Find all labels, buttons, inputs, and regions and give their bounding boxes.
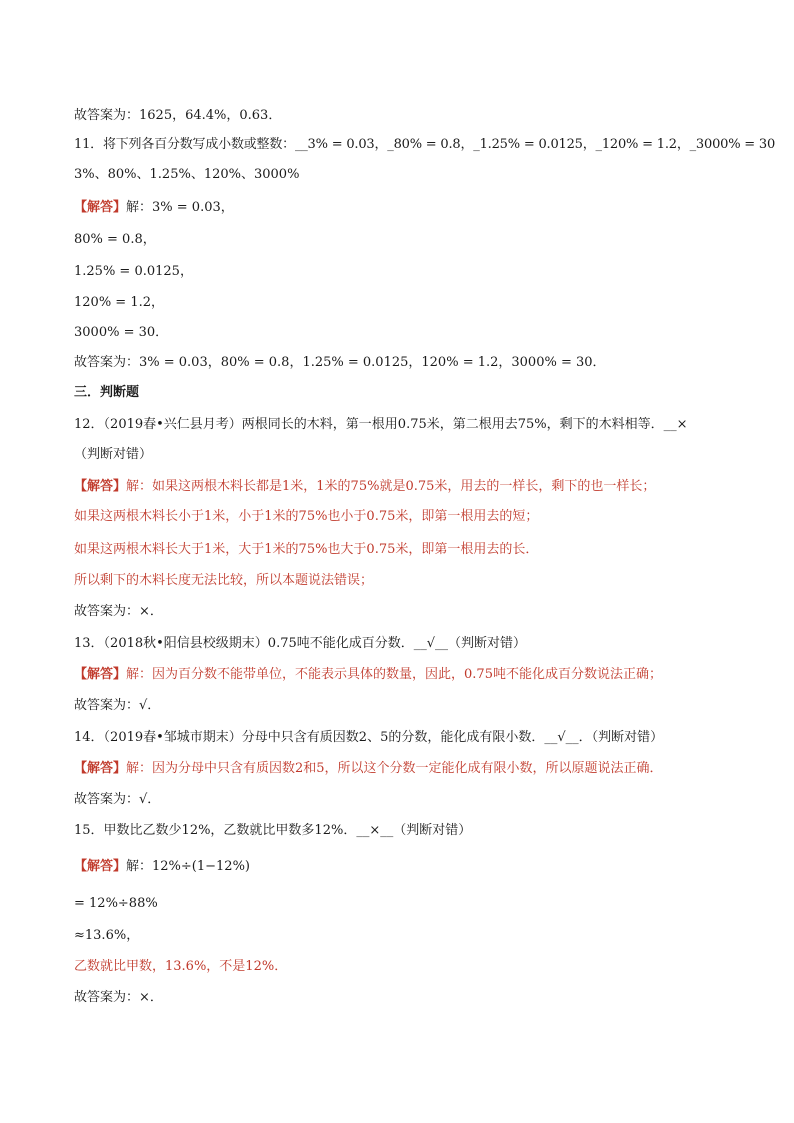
solution-text: 120% = 1.2， bbox=[74, 295, 164, 310]
answer-text: 故答案为：×． bbox=[74, 604, 163, 619]
solution-15-line-4 bbox=[74, 958, 287, 976]
solution-11-line-4 bbox=[74, 294, 164, 312]
question-14-text: 14．（2019春•邹城市期末）分母中只含有质因数2、5的分数，能化成有限小数．__√__．（判断对错） bbox=[74, 730, 664, 745]
percent-list: 3%、80%、1.25%、120%、3000% bbox=[74, 167, 300, 182]
solution-label: 【解答】 bbox=[74, 200, 127, 215]
answer-line-10 bbox=[74, 107, 281, 125]
answer-line-14 bbox=[74, 791, 160, 809]
solution-text: 乙数就比甲数，13.6%，不是12%． bbox=[74, 959, 288, 974]
question-12-text: 12．（2019春•兴仁县月考）两根同长的木料，第一根用0.75米，第二根用去75%，剩下的木料相等．__× bbox=[74, 417, 688, 432]
answer-line-15 bbox=[74, 989, 163, 1007]
answer-line-13 bbox=[74, 697, 160, 715]
question-11-text: 11．将下列各百分数写成小数或整数：__3% = 0.03，_80% = 0.8，_1.25% = 0.0125，_120% = 1.2，_3000% = 30 bbox=[74, 137, 776, 152]
solution-text: 1.25% = 0.0125， bbox=[74, 264, 193, 279]
answer-text: 故答案为：3% = 0.03，80% = 0.8，1.25% = 0.0125，120% = 1.2，3000% = 30． bbox=[74, 355, 606, 370]
solution-text: 3000% = 30． bbox=[74, 325, 169, 340]
solution-12-line-1 bbox=[74, 478, 655, 496]
solution-15-line-2 bbox=[74, 895, 158, 913]
solution-text: 解：3% = 0.03， bbox=[126, 200, 234, 215]
solution-label: 【解答】 bbox=[74, 667, 127, 682]
solution-label: 【解答】 bbox=[74, 859, 127, 874]
question-14 bbox=[74, 729, 663, 747]
answer-text: 故答案为：×． bbox=[74, 990, 163, 1005]
solution-13 bbox=[74, 666, 662, 684]
solution-text: = 12%÷88% bbox=[74, 896, 158, 911]
solution-12-line-4 bbox=[74, 572, 373, 590]
question-12 bbox=[74, 416, 688, 434]
solution-text: 解：因为百分数不能带单位，不能表示具体的数量，因此，0.75吨不能化成百分数说法正确； bbox=[126, 667, 662, 682]
solution-15-line-3 bbox=[74, 927, 139, 945]
solution-text: 所以剩下的木料长度无法比较，所以本题说法错误； bbox=[74, 573, 374, 588]
solution-12-line-2 bbox=[74, 508, 538, 526]
solution-text: 如果这两根木料长大于1米，大于1米的75%也大于0.75米，即第一根用去的长． bbox=[74, 542, 539, 557]
question-15-text: 15．甲数比乙数少12%，乙数就比甲数多12%．__×__（判断对错） bbox=[74, 823, 472, 838]
answer-line-11 bbox=[74, 354, 606, 372]
question-13-text: 13．（2018秋•阳信县校级期末）0.75吨不能化成百分数．__√__（判断对错） bbox=[74, 636, 527, 651]
judge-hint: （判断对错） bbox=[74, 447, 153, 462]
question-11-list bbox=[74, 166, 299, 184]
section-title: 三．判断题 bbox=[74, 385, 140, 400]
solution-12-line-3 bbox=[74, 541, 538, 559]
answer-text: 故答案为：1625，64.4%，0.63． bbox=[74, 108, 282, 123]
answer-text: 故答案为：√． bbox=[74, 792, 161, 807]
section-heading bbox=[74, 384, 139, 402]
solution-text: ≈13.6%， bbox=[74, 928, 140, 943]
solution-text: 80% = 0.8， bbox=[74, 232, 156, 247]
solution-11-line-2 bbox=[74, 231, 156, 249]
question-13 bbox=[74, 635, 526, 653]
solution-11-line-5 bbox=[74, 324, 168, 342]
solution-14 bbox=[74, 760, 663, 778]
solution-label: 【解答】 bbox=[74, 479, 127, 494]
question-12-suffix bbox=[74, 446, 152, 464]
answer-line-12 bbox=[74, 603, 163, 621]
answer-text: 故答案为：√． bbox=[74, 698, 161, 713]
solution-text: 如果这两根木料长小于1米，小于1米的75%也小于0.75米，即第一根用去的短； bbox=[74, 509, 539, 524]
solution-11-line-3 bbox=[74, 263, 193, 281]
solution-text: 解：12%÷(1−12%) bbox=[126, 859, 251, 874]
question-11 bbox=[74, 136, 775, 154]
question-15 bbox=[74, 822, 471, 840]
solution-label: 【解答】 bbox=[74, 761, 127, 776]
solution-11-line-1 bbox=[74, 199, 234, 217]
solution-15-line-1 bbox=[74, 858, 250, 876]
solution-text: 解：因为分母中只含有质因数2和5，所以这个分数一定能化成有限小数，所以原题说法正确． bbox=[126, 761, 663, 776]
solution-text: 解：如果这两根木料长都是1米，1米的75%就是0.75米，用去的一样长，剩下的也一样长； bbox=[126, 479, 656, 494]
